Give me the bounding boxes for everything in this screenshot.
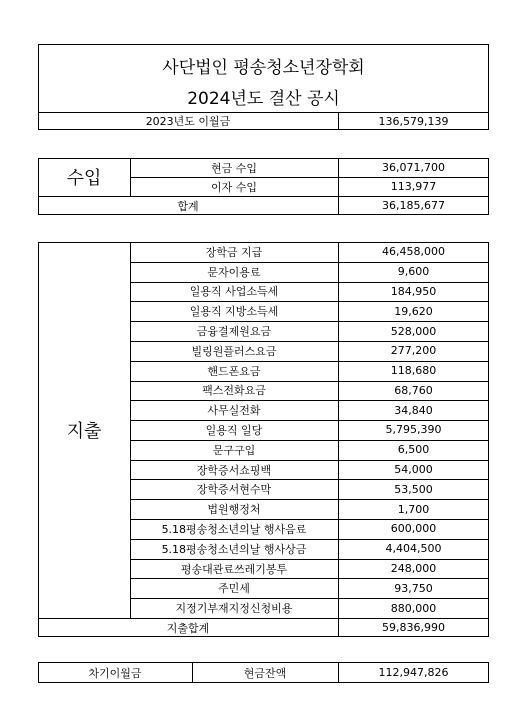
income-total-label: 합계: [177, 199, 199, 213]
expense-item-value: 118,680: [390, 364, 437, 378]
expense-item-label: 문구구입: [212, 443, 256, 457]
expense-item-label: 일용직 지방소득세: [189, 305, 279, 319]
income-section-label: 수입: [66, 168, 102, 189]
expense-row-divider: [130, 420, 489, 421]
expense-item-value: 277,200: [390, 344, 437, 358]
expense-row-divider: [130, 282, 489, 283]
expense-item-value: 248,000: [390, 562, 437, 576]
expense-item-value: 880,000: [390, 601, 437, 615]
carryover-value: 136,579,139: [378, 114, 449, 128]
expense-item-label: 장학증서쇼핑백: [196, 463, 272, 477]
expense-item-label: 빌링원플러스요금: [191, 344, 277, 358]
expense-item-label: 지정기부재지정신청비용: [175, 602, 293, 616]
income-total-value: 36,185,677: [382, 199, 445, 212]
carryover-label: 2023년도 이월금: [145, 115, 231, 128]
expense-row-divider: [130, 598, 489, 599]
expense-row-divider: [130, 559, 489, 560]
expense-item-value: 46,458,000: [382, 245, 445, 259]
expense-total-label: 지출합계: [166, 621, 210, 635]
expense-item-label: 장학증서현수막: [196, 483, 272, 497]
expense-row-divider: [130, 400, 489, 401]
expense-item-label: 장학금 지급: [205, 245, 263, 259]
expense-item-value: 5,795,390: [385, 423, 442, 437]
expense-item-label: 5.18평송청소년의날 행사음료: [161, 522, 307, 536]
expense-item-value: 9,600: [397, 265, 430, 279]
expense-item-label: 평송대관료쓰레기봉투: [180, 562, 288, 576]
expense-item-value: 19,620: [394, 304, 433, 318]
org-title: 사단법인 평송청소년장학회: [162, 57, 365, 78]
expense-item-label: 문자이용료: [207, 265, 261, 279]
income-item-label: 이자 수입: [210, 180, 257, 194]
expense-item-label: 사무실전화: [207, 404, 261, 418]
expense-item-value: 4,404,500: [385, 542, 442, 556]
expense-row-divider: [130, 262, 489, 263]
closing-label: 차기이월금: [88, 666, 142, 680]
expense-item-value: 53,500: [394, 482, 433, 496]
closing-sub-label: 현금잔액: [243, 666, 287, 680]
expense-item-label: 일용직 사업소득세: [189, 285, 279, 299]
expense-row-divider: [130, 460, 489, 461]
expense-item-label: 5.18평송청소년의날 행사상금: [161, 542, 307, 556]
closing-value: 112,947,826: [378, 666, 449, 679]
expense-row-divider: [130, 321, 489, 322]
expense-row-divider: [130, 479, 489, 480]
expense-row-divider: [130, 539, 489, 540]
expense-item-value: 54,000: [394, 463, 433, 477]
expense-item-value: 34,840: [394, 403, 433, 417]
expense-item-value: 600,000: [390, 522, 437, 536]
expense-row-divider: [130, 381, 489, 382]
expense-row-divider: [130, 301, 489, 302]
expense-item-label: 팩스전화요금: [202, 384, 266, 398]
expense-item-label: 핸드폰요금: [207, 364, 261, 378]
report-title: 2024년도 결산 공시: [187, 88, 340, 109]
expense-row-divider: [130, 519, 489, 520]
expense-item-label: 금융결제원요금: [196, 325, 272, 339]
expense-item-value: 68,760: [394, 383, 433, 397]
expense-item-label: 일용직 일당: [205, 423, 263, 437]
expense-row-divider: [130, 440, 489, 441]
expense-item-label: 법원행정처: [207, 503, 261, 517]
expense-section-label: 지출: [66, 421, 102, 442]
expense-item-value: 184,950: [390, 284, 437, 298]
expense-item-label: 주민세: [218, 582, 250, 596]
expense-row-divider: [130, 341, 489, 342]
expense-item-value: 1,700: [397, 502, 430, 516]
expense-item-value: 528,000: [390, 324, 437, 338]
income-item-value: 113,977: [390, 180, 437, 193]
income-item-value: 36,071,700: [382, 161, 445, 174]
expense-row-divider: [130, 578, 489, 579]
expense-row-divider: [130, 499, 489, 500]
expense-item-value: 6,500: [397, 443, 430, 457]
expense-total-value: 59,836,990: [382, 621, 445, 634]
expense-item-value: 93,750: [394, 581, 433, 595]
expense-row-divider: [130, 361, 489, 362]
income-item-label: 현금 수입: [210, 161, 257, 175]
